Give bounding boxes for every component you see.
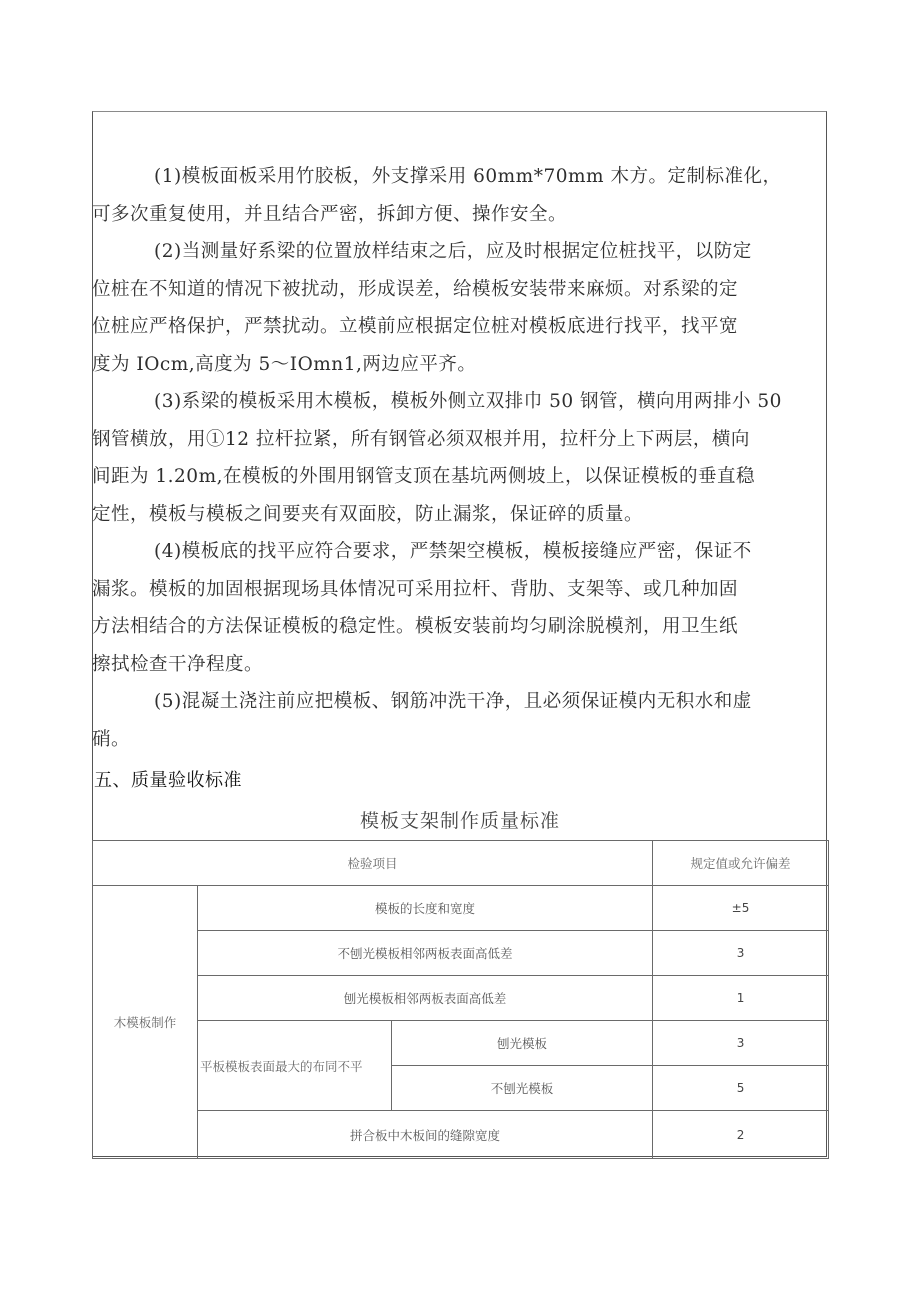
paragraph-line: (4)模板底的找平应符合要求，严禁架空模板，模板接缝应严密，保证不: [154, 541, 752, 562]
paragraph-line: 位桩应严格保护，严禁扰动。立模前应根据定位桩对模板底进行找平，找平宽: [92, 316, 739, 337]
paragraph-1: [92, 158, 828, 233]
table-row: [93, 1111, 829, 1159]
paragraph-line: (2)当测量好系梁的位置放样结束之后，应及时根据定位桩找平，以防定: [154, 241, 752, 262]
paragraph-line: 漏浆。模板的加固根据现场具体情况可采用拉杆、背肋、支架等、或几种加固: [92, 578, 739, 600]
paragraph-line: 位桩在不知道的情况下被扰动，形成误差，给模板安装带来麻烦。对系梁的定: [92, 278, 739, 300]
row-value: 2: [653, 1111, 829, 1159]
row-value: 1: [653, 976, 829, 1021]
row-item: 不刨光模板: [392, 1066, 653, 1111]
paragraph-line: 度为 IOcm,高度为 5～IOmn1,两边应平齐。: [92, 353, 477, 375]
row-item: 拼合板中木板间的缝隙宽度: [198, 1111, 653, 1159]
row-value: 3: [653, 1021, 829, 1066]
paragraph-3: [92, 383, 828, 533]
row-value: 3: [653, 931, 829, 976]
table-row: [93, 1021, 829, 1066]
subgroup-label: 平板模板表面最大的布同不平: [198, 1021, 392, 1111]
paragraph-line: 可多次重复使用，并且结合严密，拆卸方便、操作安全。: [92, 203, 568, 225]
paragraph-line: (5)混凝土浇注前应把模板、钢筋冲洗干净，且必须保证模内无积水和虚: [154, 691, 752, 712]
quality-standard-table: [92, 840, 829, 1159]
paragraph-line: 硝。: [92, 728, 131, 750]
table-row: [93, 886, 829, 931]
row-item: 刨光模板: [392, 1021, 653, 1066]
table-header-row: [93, 841, 829, 886]
paragraph-line: 钢管横放，用①12 拉杆拉紧，所有钢管必须双根并用，拉杆分上下两层，横向: [92, 428, 750, 450]
header-inspection-item: 检验项目: [93, 841, 653, 886]
paragraph-2: [92, 233, 828, 383]
row-item: 模板的长度和宽度: [198, 886, 653, 931]
paragraph-line: 间距为 1.20m,在模板的外围用钢管支顶在基坑两侧坡上，以保证模板的垂直稳: [92, 466, 755, 487]
paragraph-4: [92, 533, 828, 683]
table-row: [93, 931, 829, 976]
section-heading: 五、质量验收标准: [94, 770, 242, 791]
paragraph-line: 定性，模板与模板之间要夹有双面胶，防止漏浆，保证碎的质量。: [92, 503, 644, 525]
row-item: 不刨光模板相邻两板表面高低差: [198, 931, 653, 976]
row-item: 刨光模板相邻两板表面高低差: [198, 976, 653, 1021]
row-value: ±5: [653, 886, 829, 931]
row-value: 5: [653, 1066, 829, 1111]
table-row: [93, 976, 829, 1021]
header-tolerance: 规定值或允许偏差: [653, 841, 829, 886]
paragraph-5: [92, 683, 828, 758]
group-label: 木模板制作: [93, 886, 198, 1159]
paragraph-line: 方法相结合的方法保证模板的稳定性。模板安装前均匀刷涂脱模剂，用卫生纸: [92, 616, 739, 637]
paragraph-line: (3)系梁的模板采用木模板，模板外侧立双排巾 50 钢管，横向用两排小 50: [154, 391, 782, 412]
paragraph-line: (1)模板面板采用竹胶板，外支撑采用 60mm*70mm 木方。定制标准化，: [154, 166, 782, 187]
table-title: 模板支架制作质量标准: [359, 810, 560, 832]
paragraph-line: 擦拭检查干净程度。: [92, 653, 264, 675]
